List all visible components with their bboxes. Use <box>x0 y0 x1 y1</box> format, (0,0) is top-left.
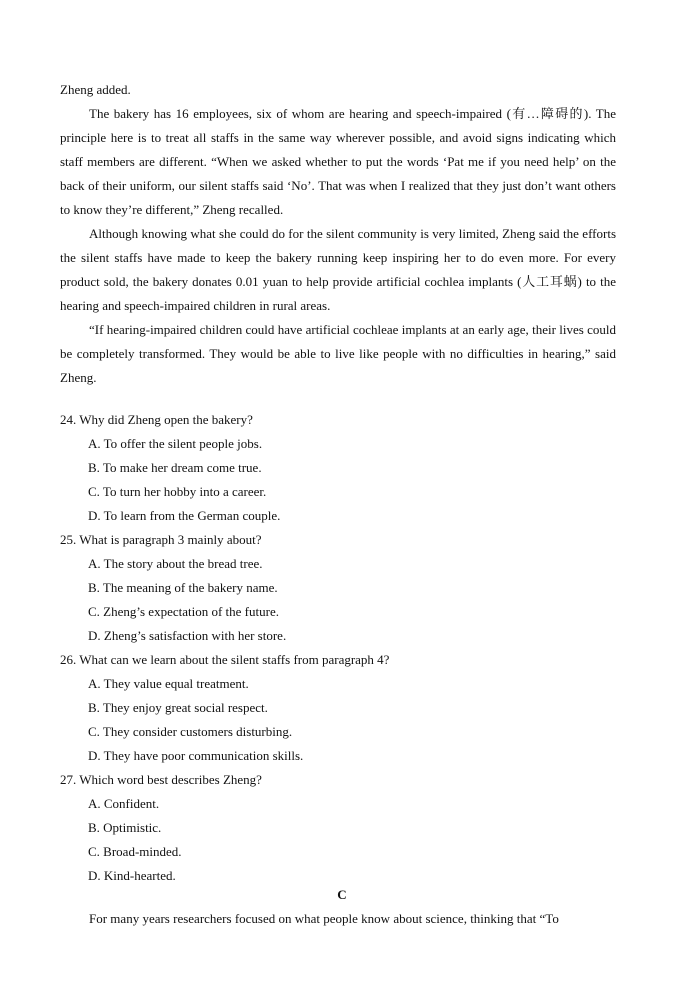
question-27-option-c: C. Broad-minded. <box>88 844 182 859</box>
question-26-option-d: D. They have poor communication skills. <box>88 748 304 763</box>
question-25-option-c: C. Zheng’s expectation of the future. <box>88 604 279 619</box>
question-25-option-b: B. The meaning of the bakery name. <box>88 580 278 595</box>
section-c-opening: For many years researchers focused on what people know about science, thinking that “To <box>89 911 559 926</box>
question-26-option-b: B. They enjoy great social respect. <box>88 700 268 715</box>
question-26-option-a: A. They value equal treatment. <box>88 676 249 691</box>
question-24-option-a: A. To offer the silent people jobs. <box>88 436 263 451</box>
question-24: 24. Why did Zheng open the bakery? <box>60 412 253 427</box>
question-27-option-d: D. Kind-hearted. <box>88 868 176 883</box>
question-26-option-c: C. They consider customers disturbing. <box>88 724 293 739</box>
paragraph-efforts: Although knowing what she could do for the silent community is very limited, Zheng said the efforts the silent staffs have made to keep the bakery running keep inspiring her to do even more. For every product sold, the bakery donates 0.01 yuan to help provide artificial cochlea implants (人工耳蜗) to the hearing and speech-impaired children in rural areas. <box>60 226 616 313</box>
section-heading-c: C <box>337 887 347 902</box>
question-24-option-d: D. To learn from the German couple. <box>88 508 281 523</box>
question-24-option-c: C. To turn her hobby into a career. <box>88 484 267 499</box>
question-27-option-a: A. Confident. <box>88 796 160 811</box>
question-27-option-b: B. Optimistic. <box>88 820 162 835</box>
question-25: 25. What is paragraph 3 mainly about? <box>60 532 262 547</box>
paragraph-implants: “If hearing-impaired children could have artificial cochleae implants at an early age, their lives could be completely transformed. They would be able to live like people with no difficulties in hearing,” said Zheng. <box>60 322 616 385</box>
question-26: 26. What can we learn about the silent staffs from paragraph 4? <box>60 652 390 667</box>
question-25-option-a: A. The story about the bread tree. <box>88 556 263 571</box>
question-27: 27. Which word best describes Zheng? <box>60 772 262 787</box>
paragraph-employees: The bakery has 16 employees, six of whom are hearing and speech-impaired (有…障碍的). The principle here is to treat all staffs in the same way wherever possible, and avoid signs indicating which staff members are different. “When we asked whether to put the words ‘Pat me if you need help’ on the back of their uniform, our silent staffs said ‘No’. That was when I realized that they just don’t want others to know they’re different,” Zheng recalled. <box>60 106 616 217</box>
question-25-option-d: D. Zheng’s satisfaction with her store. <box>88 628 287 643</box>
passage-lead: Zheng added. <box>60 82 131 97</box>
question-24-option-b: B. To make her dream come true. <box>88 460 262 475</box>
